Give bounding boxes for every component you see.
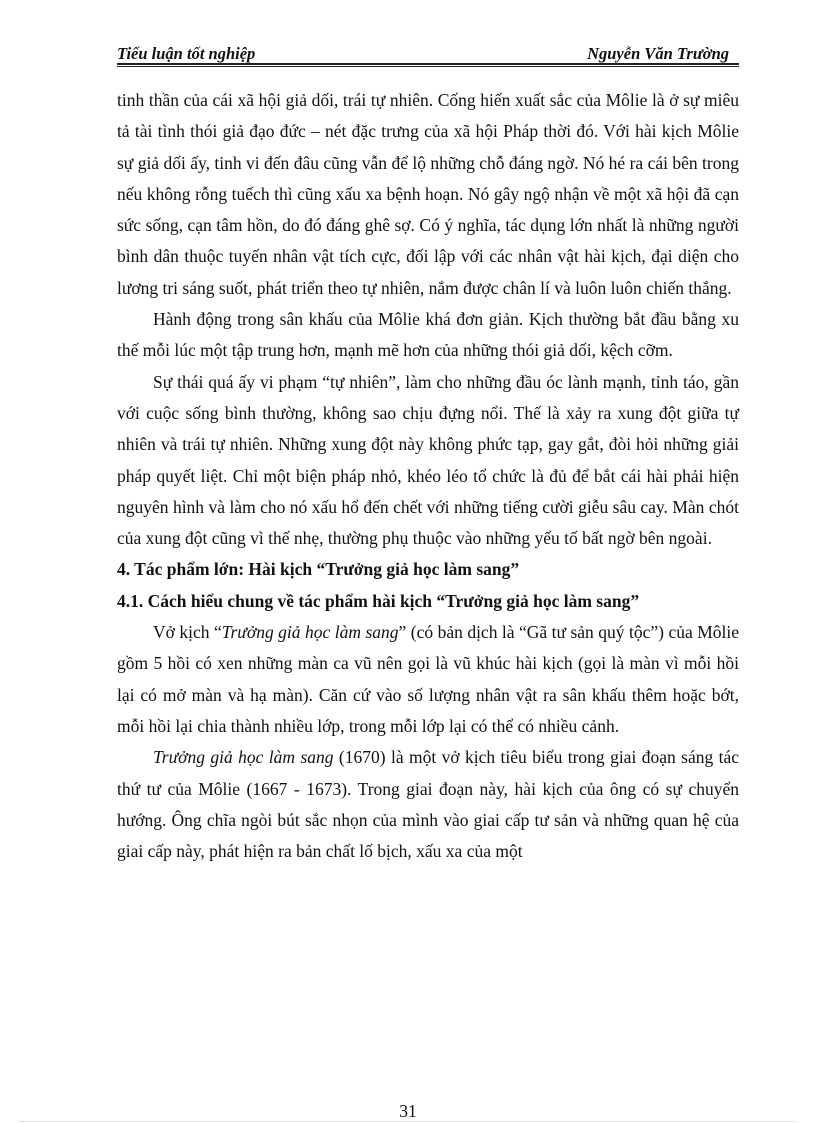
footer-divider [20, 1121, 796, 1122]
play-title-2: Trưởng giả học làm sang [153, 747, 334, 768]
paragraph-5-body: (1670) là một vở kịch tiêu biểu trong giai đoạn sáng tác thứ tư của Môlie (1667 - 1673). Trong giai đoạn này, hài kịch của ông có sự chuyển hướng. Ông chĩa ngòi bút sắc nhọn của mình vào giai cấp tư sản và những quan hệ của giai cấp này, phát hiện ra bản chất lố bịch, xấu xa của một [117, 747, 740, 862]
header-rule [117, 63, 739, 65]
play-title: Trưởng giả học làm sang [221, 622, 399, 643]
header-author: Nguyễn Văn Trường [587, 44, 729, 63]
paragraph-3: Sự thái quá ấy vi phạm “tự nhiên”, làm cho những đầu óc lành mạnh, tỉnh táo, gần với cuộc sống bình thường, không sao chịu đựng nổi. Thế là xảy ra xung đột giữa tự nhiên và trái tự nhiên. Những xung đột này không phức tạp, gay gắt, đòi hỏi những giải pháp quyết liệt. Chỉ một biện pháp nhỏ, khéo léo tổ chức là đủ để bắt cái hài phải hiện nguyên hình và làm cho nó xấu hổ đến chết với những tiếng cười giễu sâu cay. Màn chót của xung đột cũng vì thế nhẹ, thường phụ thuộc vào những yếu tố bất ngờ bên ngoài. [117, 371, 739, 549]
paragraph-4-lead: Vở kịch “ [153, 622, 222, 643]
paragraph-4 [117, 617, 739, 742]
header-rule-thin [117, 66, 739, 67]
page-number: 31 [399, 1101, 417, 1121]
page-header [117, 44, 739, 64]
document-body [117, 85, 739, 867]
paragraph-1: tinh thần của cái xã hội giả dối, trái tự nhiên. Cống hiến xuất sắc của Môlie là ở sự miêu tả tài tình thói giả đạo đức – nét đặc trưng của xã hội Pháp thời đó. Với hài kịch Môlie sự giả dối ấy, tinh vi đến đâu cũng vẫn để lộ những chỗ đáng ngờ. Nó hé ra cái bên trong nếu không rỗng tuếch thì cũng xấu xa bệnh hoạn. Nó gây ngộ nhận về một xã hội đã cạn sức sống, cạn tâm hồn, do đó đáng ghê sợ. Có ý nghĩa, tác dụng lớn nhất là những người bình dân thuộc tuyến nhân vật tích cực, đối lập với các nhân vật hài kịch, đại diện cho lương tri sáng suốt, phát triển theo tự nhiên, nắm được chân lí và luôn luôn chiến thắng. [117, 90, 739, 298]
header-title: Tiểu luận tốt nghiệp [117, 44, 256, 63]
paragraph-2: Hành động trong sân khấu của Môlie khá đơn giản. Kịch thường bắt đầu bằng xu thế mỗi lúc một tập trung hơn, mạnh mẽ hơn của những thói giả dối, kệch cỡm. [117, 309, 739, 361]
section-heading-4-1: 4.1. Cách hiểu chung về tác phẩm hài kịch “Trưởng giả học làm sang” [117, 590, 640, 611]
paragraph-4-body: ” (có bản dịch là “Gã tư sản quý tộc”) của Môlie gồm 5 hồi có xen những màn ca vũ nên gọi là vũ khúc hài kịch (gọi là màn vì mỗi hồi lại có mở màn và hạ màn). Căn cứ vào số lượng nhân vật ra sân khấu thêm hoặc bớt, mỗi hồi lại chia thành nhiều lớp, trong mỗi lớp lại có thể có nhiều cảnh. [117, 622, 740, 736]
paragraph-5 [117, 742, 739, 867]
section-heading-4: 4. Tác phẩm lớn: Hài kịch “Trưởng giả học làm sang” [117, 559, 520, 580]
